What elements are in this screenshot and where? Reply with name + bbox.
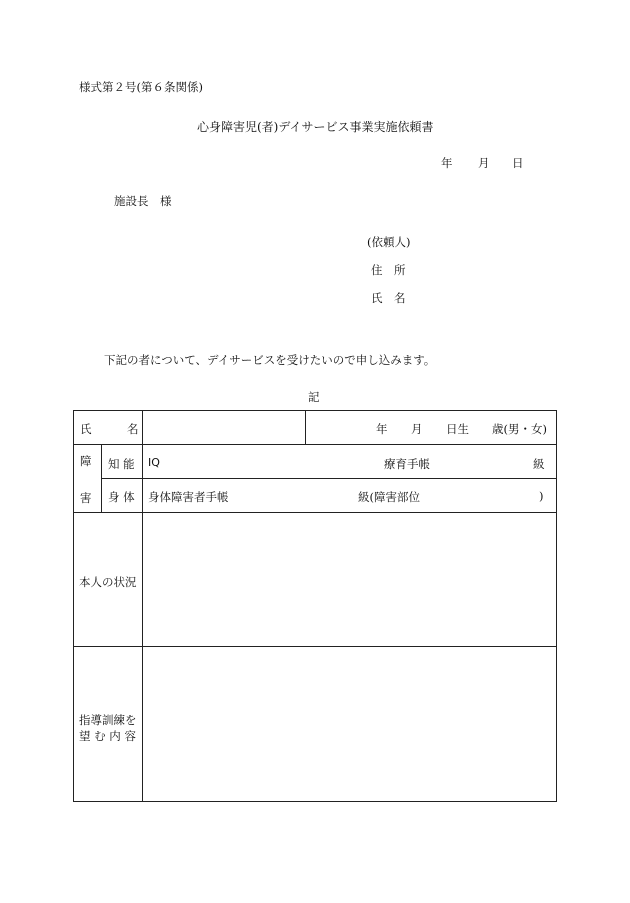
birth-year-label: 年	[376, 422, 388, 436]
table-border-bottom	[73, 801, 557, 802]
birth-month-label: 月	[411, 422, 423, 436]
addressee-honorific: 様	[160, 194, 172, 208]
status-field[interactable]	[143, 513, 556, 646]
addressee-name: 施設長	[114, 194, 149, 208]
date-month: 月	[478, 156, 490, 170]
disability-label-part1: 障	[80, 454, 92, 468]
disability-label-part2: 害	[80, 491, 92, 505]
intellectual-label: 知 能	[108, 457, 135, 471]
birth-day-label: 日生	[446, 422, 469, 436]
requester-label: (依頼人)	[367, 235, 411, 249]
body-text: 下記の者について、デイサービスを受けたいので申し込みます。	[104, 353, 436, 367]
physical-label: 身 体	[108, 490, 135, 504]
row-divider	[73, 444, 557, 445]
col-divider	[305, 410, 306, 444]
date-year: 年	[441, 156, 453, 170]
document-title: 心身障害児(者)デイサービス事業実施依頼書	[197, 120, 434, 134]
iq-label: IQ	[148, 456, 160, 469]
guidance-label-line1: 指導訓練を	[79, 713, 137, 727]
ki-marker: 記	[308, 390, 320, 404]
col-divider	[101, 444, 102, 512]
requester-address-label: 住 所	[371, 263, 406, 277]
close-paren: )	[539, 489, 544, 503]
guidance-field[interactable]	[143, 647, 556, 801]
row-divider	[101, 478, 557, 479]
name-label-part1: 氏	[80, 422, 92, 436]
shintai-label: 身体障害者手帳	[148, 490, 229, 504]
age-sex-label: 歳(男・女)	[492, 422, 547, 436]
requester-name-label: 氏 名	[371, 291, 406, 305]
date-day: 日	[512, 156, 524, 170]
ryoiku-label: 療育手帳	[384, 457, 430, 471]
guidance-label-line2: 望 む 内 容	[79, 729, 136, 743]
table-border-right	[556, 410, 557, 802]
name-label-part2: 名	[127, 422, 139, 436]
status-label: 本人の状況	[79, 575, 137, 589]
shintai-kyu-label: 級(障害部位	[358, 490, 420, 504]
name-field[interactable]	[143, 411, 305, 444]
ryoiku-kyu-label: 級	[533, 457, 545, 471]
table-border-left	[73, 410, 74, 802]
form-number: 様式第２号(第６条関係)	[79, 80, 203, 94]
